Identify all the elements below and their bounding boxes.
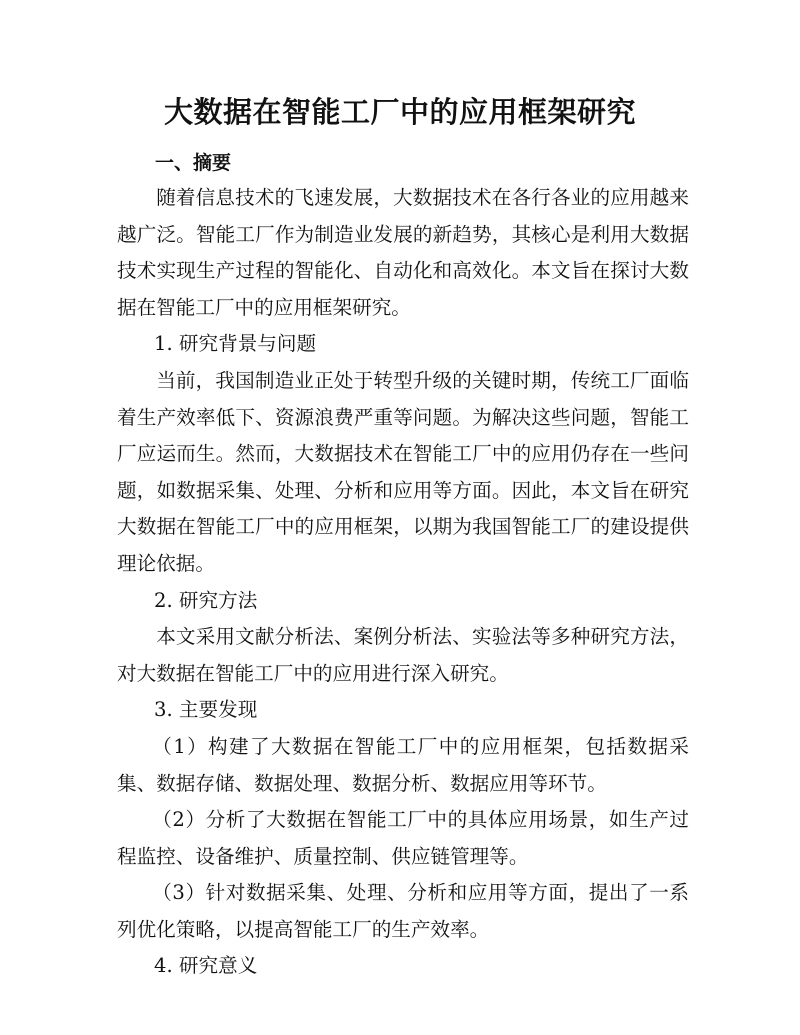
document-title: 大数据在智能工厂中的应用框架研究 bbox=[163, 95, 636, 129]
section-heading-significance: 4. 研究意义 bbox=[154, 954, 258, 978]
section-heading-methods: 2. 研究方法 bbox=[154, 588, 258, 612]
section-heading-findings: 3. 主要发现 bbox=[154, 698, 258, 722]
section-heading-background: 1. 研究背景与问题 bbox=[154, 332, 317, 356]
finding-item-3: （3）针对数据采集、处理、分析和应用等方面，提出了一系列优化策略，以提高智能工厂的生产效率。 bbox=[117, 881, 689, 941]
document-body bbox=[117, 180, 689, 985]
methods-paragraph: 本文采用文献分析法、案例分析法、实验法等多种研究方法，对大数据在智能工厂中的应用进行深入研究。 bbox=[117, 625, 689, 685]
finding-item-1: （1）构建了大数据在智能工厂中的应用框架，包括数据采集、数据存储、数据处理、数据分析、数据应用等环节。 bbox=[117, 734, 689, 795]
finding-item-2: （2）分析了大数据在智能工厂中的具体应用场景，如生产过程监控、设备维护、质量控制、供应链管理等。 bbox=[117, 808, 689, 868]
intro-paragraph: 随着信息技术的飞速发展，大数据技术在各行各业的应用越来越广泛。智能工厂作为制造业发展的新趋势，其核心是利用大数据技术实现生产过程的智能化、自动化和高效化。本文旨在探讨大数据在智能工厂中的应用框架研究。 bbox=[117, 186, 689, 319]
abstract-heading: 一、摘要 bbox=[155, 152, 232, 174]
background-paragraph: 当前，我国制造业正处于转型升级的关键时期，传统工厂面临着生产效率低下、资源浪费严重等问题。为解决这些问题，智能工厂应运而生。然而，大数据技术在智能工厂中的应用仍存在一些问题，如数据采集、处理、分析和应用等方面。因此，本文旨在研究大数据在智能工厂中的应用框架，以期为我国智能工厂的建设提供理论依据。 bbox=[117, 368, 689, 575]
